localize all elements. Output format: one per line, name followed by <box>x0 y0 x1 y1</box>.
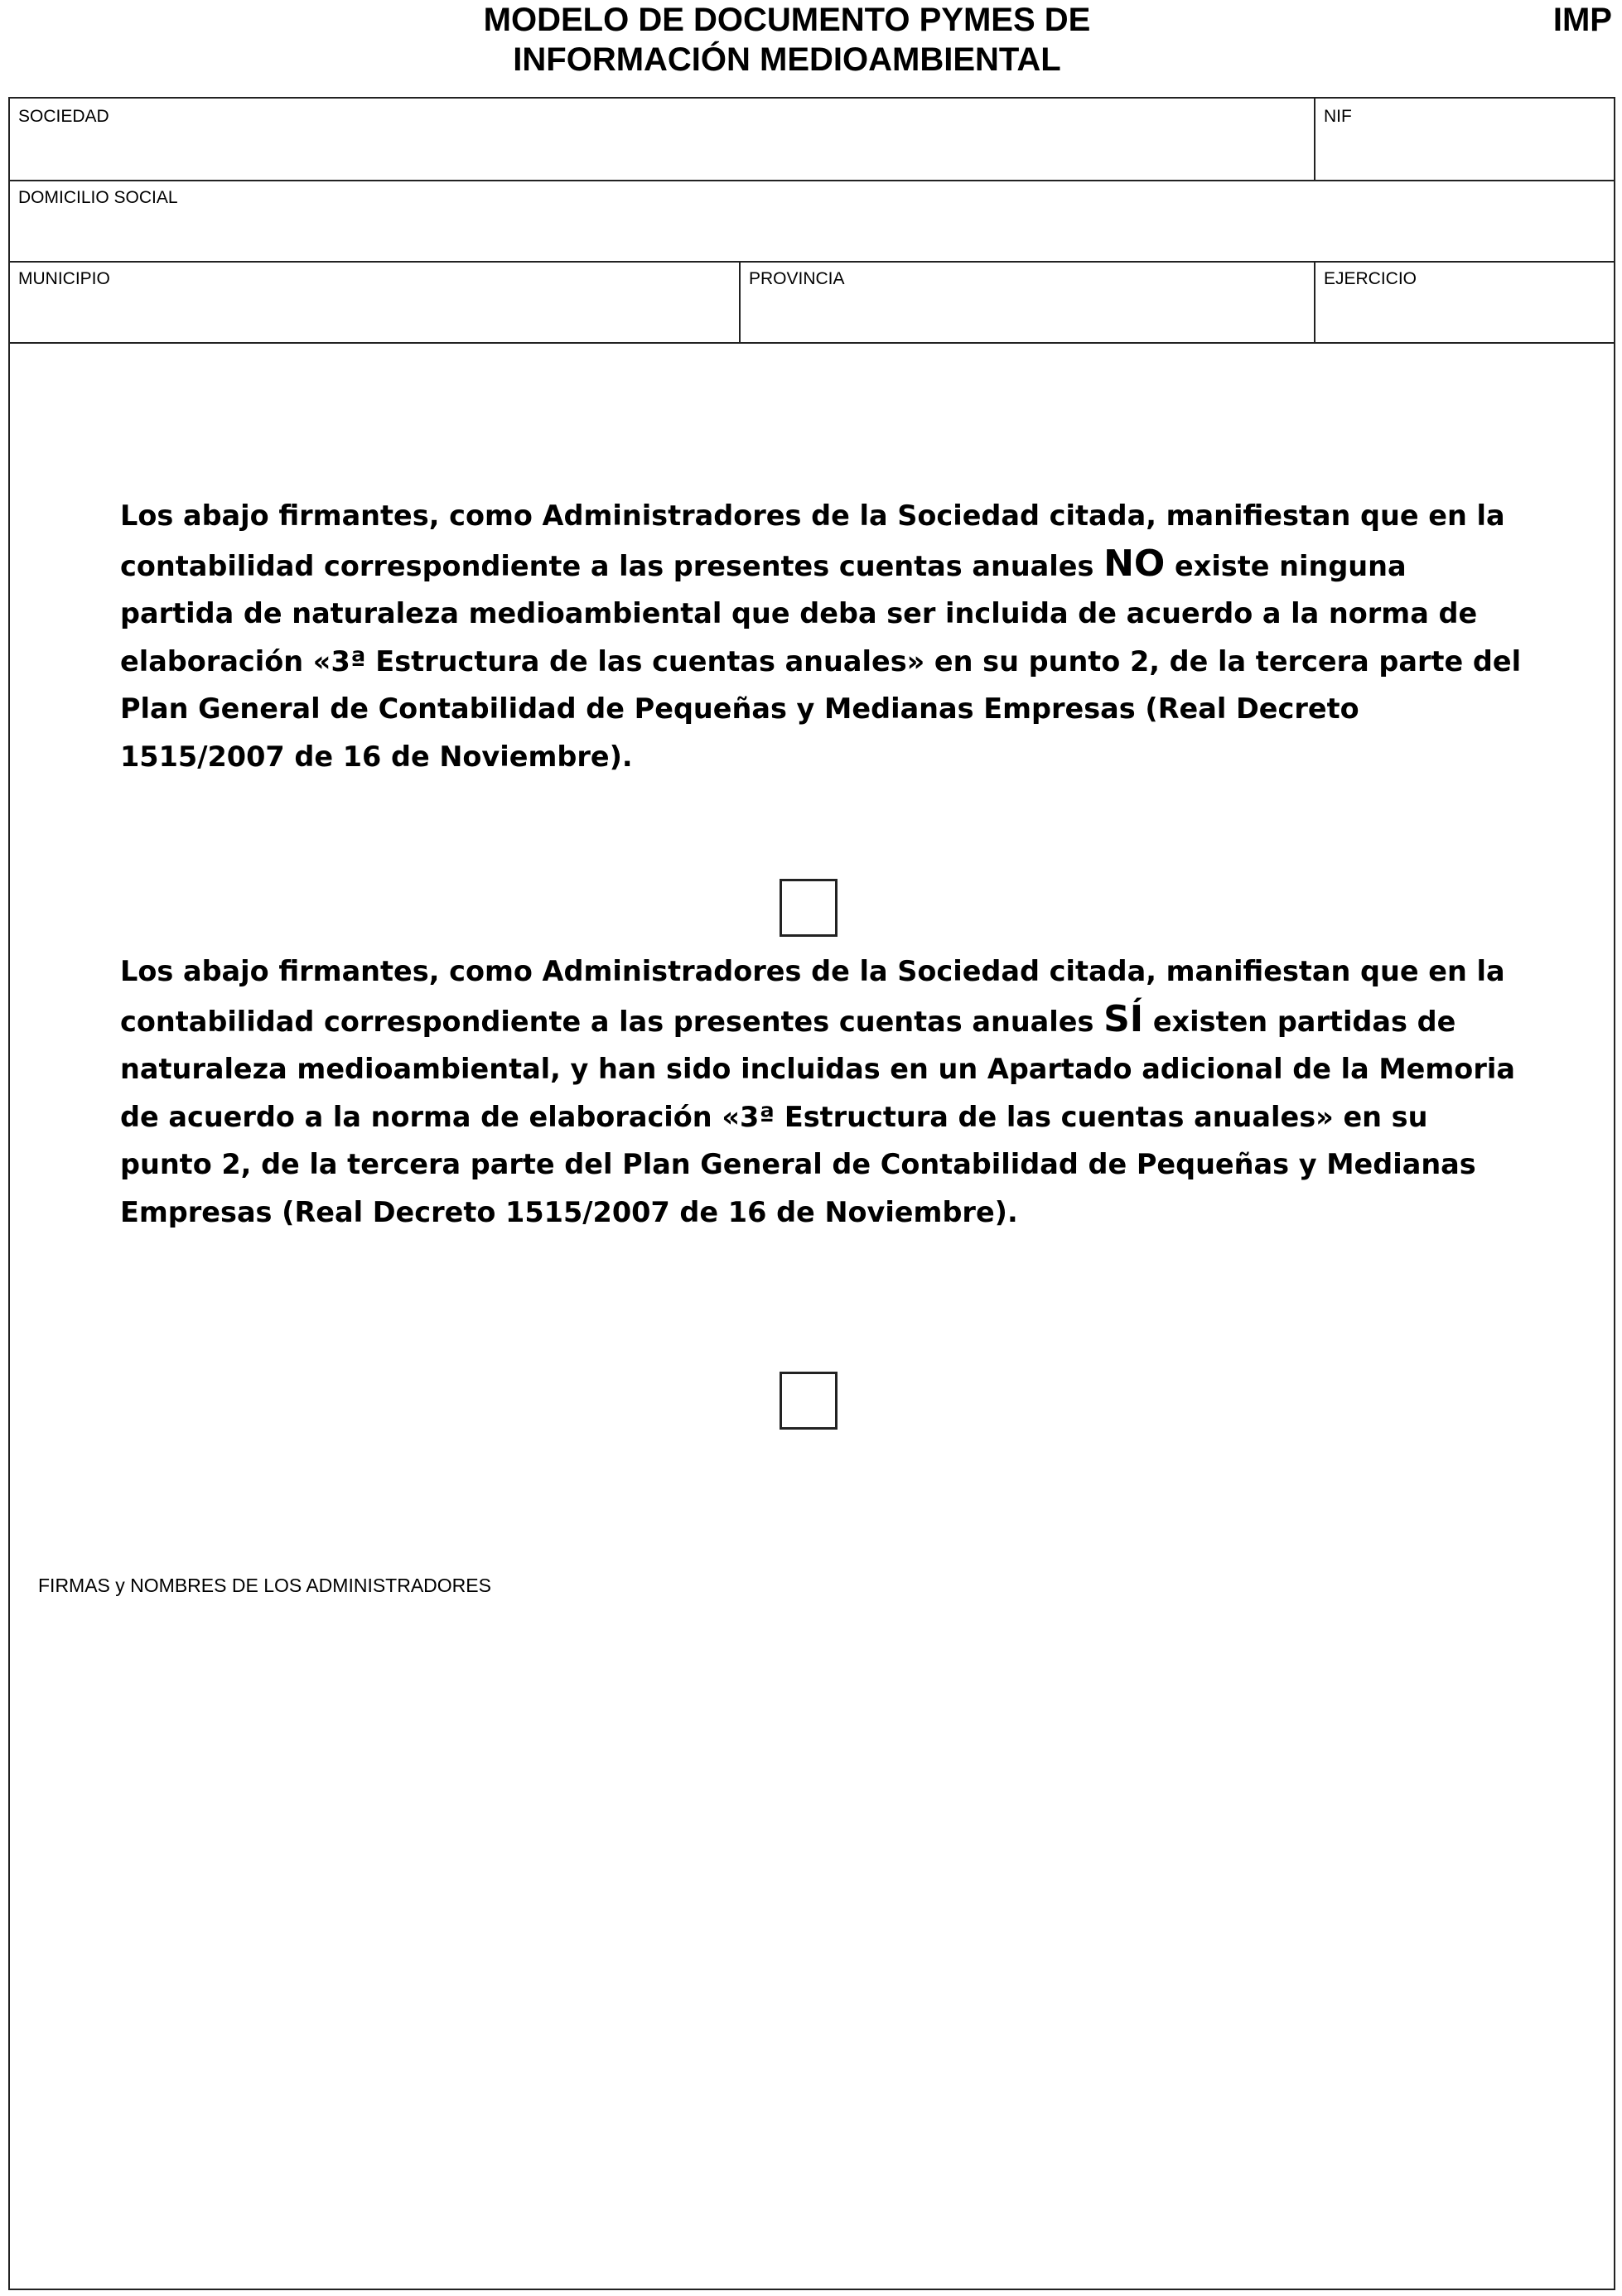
row-domicilio <box>10 180 1614 263</box>
form-code: IMP <box>1552 2 1612 38</box>
row-municipio-provincia-ejercicio <box>10 261 1614 344</box>
statement-si-text-after: existen partidas de naturaleza medioambiental, y han sido incluidas en un Apartado adicional de la Memoria de acuerdo a la norma de elaboración «3ª Estructura de las cuentas anuales» en su punto 2, de la tercera parte del Plan General de Contabilidad de Pequeñas y Medianas Empresas (Real Decreto 1515/2007 de 16 de Noviembre). <box>120 1005 1515 1228</box>
si-items-checkbox[interactable] <box>780 1372 838 1430</box>
municipio-label: MUNICIPIO <box>18 269 110 288</box>
ejercicio-field[interactable] <box>1314 261 1614 342</box>
nif-field[interactable] <box>1314 99 1614 180</box>
title-line-1: MODELO DE DOCUMENTO PYMES DE <box>483 2 1091 38</box>
domicilio-field[interactable] <box>10 180 1614 261</box>
statement-no-text-after: existe ninguna partida de naturaleza medioambiental que deba ser incluida de acuerdo a la norma de elaboración «3ª Estructura de las cuentas anuales» en su punto 2, de la tercera parte del Plan General de Contabilidad de Pequeñas y Medianas Empresas (Real Decreto 1515/2007 de 16 de Noviembre). <box>120 549 1522 773</box>
provincia-field[interactable] <box>739 261 1314 342</box>
sociedad-label: SOCIEDAD <box>18 107 109 126</box>
statement-no-emphasis: NO <box>1103 542 1166 585</box>
statement-si-emphasis: SÍ <box>1103 997 1144 1040</box>
document-title <box>331 0 1243 80</box>
statement-si-text-before: Los abajo firmantes, como Administradores de la Sociedad citada, manifiestan que en la contabilidad correspondiente a las presentes cuentas anuales <box>120 955 1505 1038</box>
sociedad-field[interactable] <box>10 99 1314 180</box>
statement-no-items <box>120 492 1528 780</box>
provincia-label: PROVINCIA <box>749 269 845 288</box>
ejercicio-label: EJERCICIO <box>1324 269 1417 288</box>
nif-label: NIF <box>1324 107 1352 126</box>
domicilio-label: DOMICILIO SOCIAL <box>18 188 178 207</box>
title-line-2: INFORMACIÓN MEDIOAMBIENTAL <box>513 41 1061 78</box>
signatures-label: FIRMAS y NOMBRES DE LOS ADMINISTRADORES <box>38 1575 491 1596</box>
statement-si-items <box>120 948 1528 1236</box>
no-items-checkbox[interactable] <box>780 879 838 937</box>
row-sociedad-nif <box>10 99 1614 181</box>
municipio-field[interactable] <box>10 261 739 342</box>
statement-no-text-before: Los abajo firmantes, como Administradores de la Sociedad citada, manifiestan que en la contabilidad correspondiente a las presentes cuentas anuales <box>120 499 1505 582</box>
signature-area[interactable] <box>33 1607 1591 2269</box>
